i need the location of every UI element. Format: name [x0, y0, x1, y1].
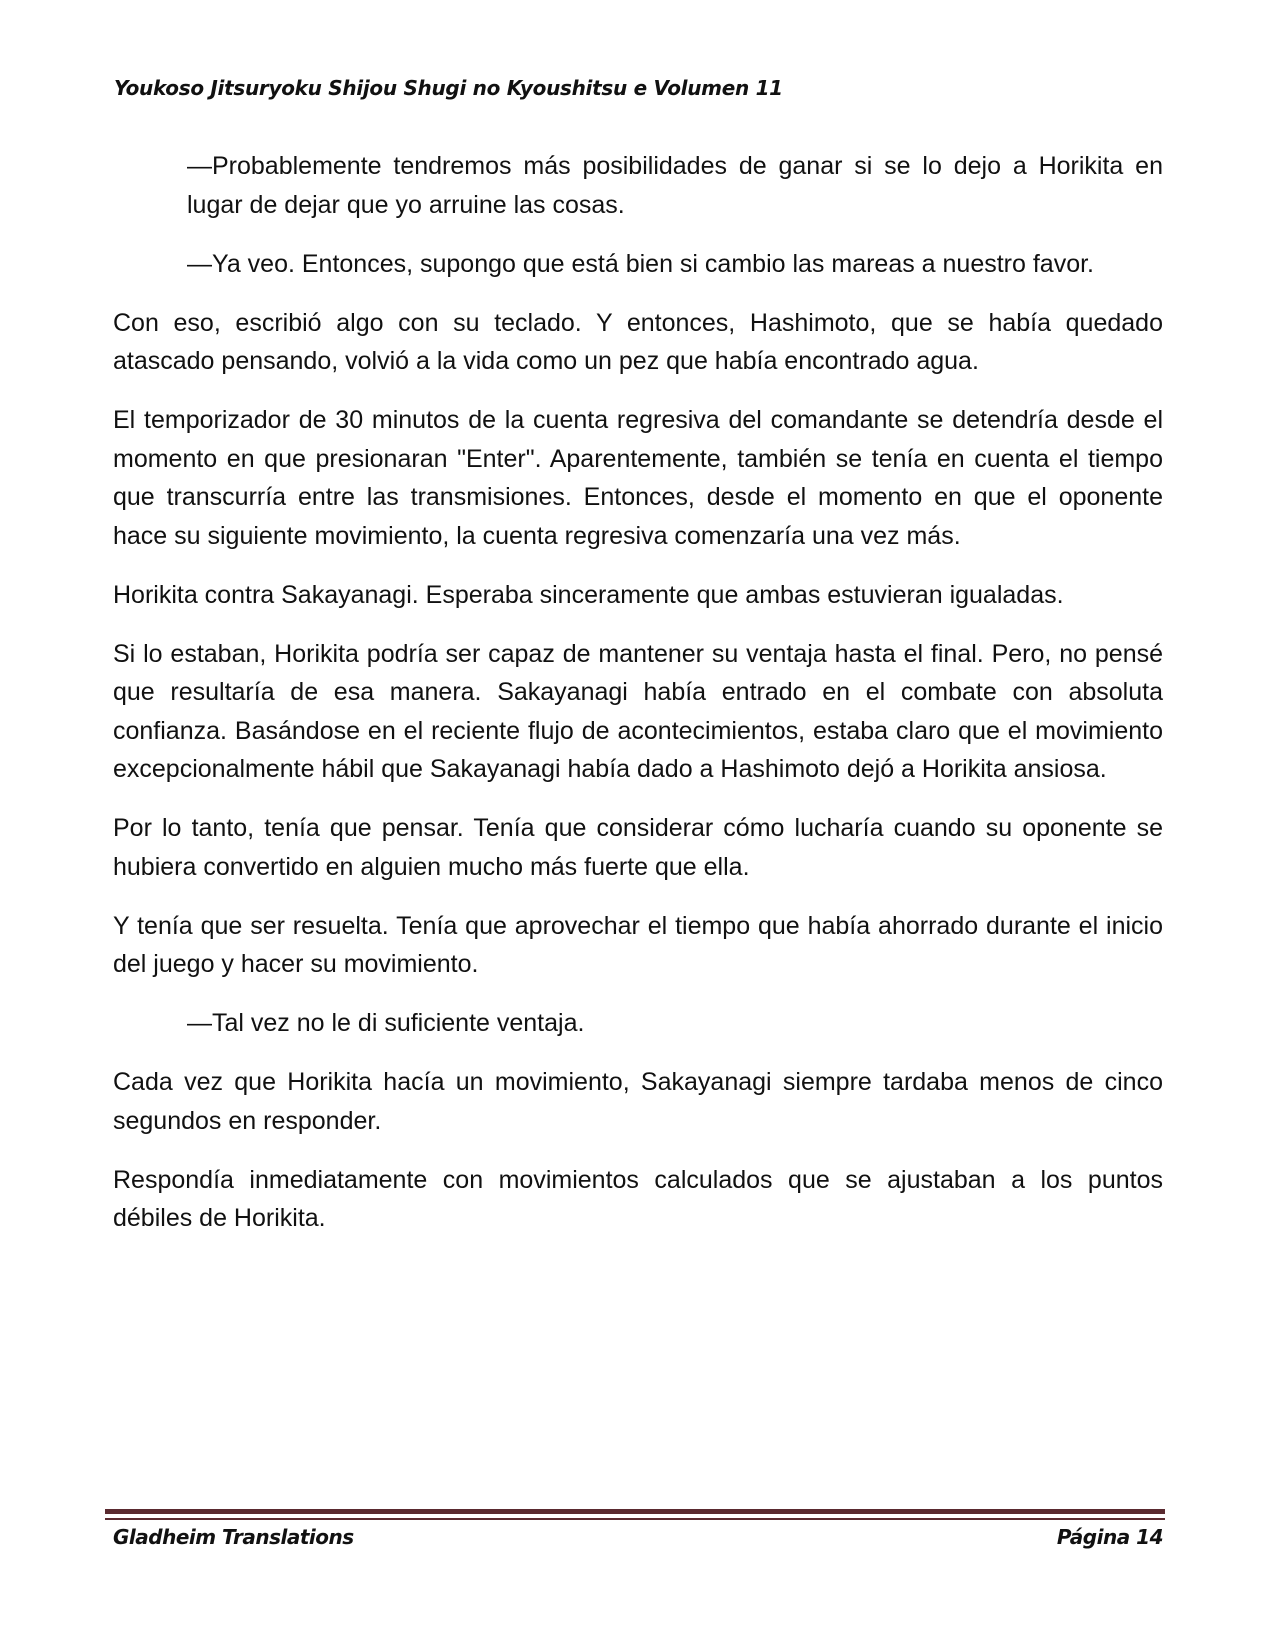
page-body [113, 147, 1163, 1258]
footer-rule-thick [105, 1509, 1165, 1514]
paragraph: Con eso, escribió algo con su teclado. Y entonces, Hashimoto, que se había quedado atascado pensando, volvió a la vida como un pez que había encontrado agua. [113, 308, 1163, 375]
page-number: Página 14 [1056, 1525, 1163, 1549]
paragraph: Cada vez que Horikita hacía un movimiento, Sakayanagi siempre tardaba menos de cinco segundos en responder. [113, 1068, 1163, 1135]
footer-rule-thin [105, 1518, 1165, 1520]
running-header: Youkoso Jitsuryoku Shijou Shugi no Kyoushitsu e Volumen 11 [114, 76, 783, 100]
paragraph: Por lo tanto, tenía que pensar. Tenía que considerar cómo lucharía cuando su oponente se hubiera convertido en alguien mucho más fuerte que ella. [113, 814, 1163, 881]
footer-publisher: Gladheim Translations [113, 1525, 354, 1549]
paragraph: Y tenía que ser resuelta. Tenía que aprovechar el tiempo que había ahorrado durante el inicio del juego y hacer su movimiento. [113, 911, 1163, 978]
paragraph: El temporizador de 30 minutos de la cuenta regresiva del comandante se detendría desde el momento en que presionaran "Enter". Aparentemente, también se tenía en cuenta el tiempo que transcurría entre las transmisiones. Entonces, desde el momento en que el oponente hace su siguiente movimiento, la cuenta regresiva comenzaría una vez más. [113, 406, 1163, 550]
paragraph: Respondía inmediatamente con movimientos calculados que se ajustaban a los puntos débiles de Horikita. [113, 1165, 1163, 1232]
dialogue-paragraph: —Probablemente tendremos más posibilidades de ganar si se lo dejo a Horikita en lugar de dejar que yo arruine las cosas. [187, 152, 1163, 219]
paragraph: Si lo estaban, Horikita podría ser capaz de mantener su ventaja hasta el final. Pero, no pensé que resultaría de esa manera. Sakayanagi había entrado en el combate con absoluta confianza. Basándose en el reciente flujo de acontecimientos, estaba claro que el movimiento excepcionalmente hábil que Sakayanagi había dado a Hashimoto dejó a Horikita ansiosa. [113, 639, 1163, 783]
dialogue-paragraph: —Ya veo. Entonces, supongo que está bien si cambio las mareas a nuestro favor. [187, 249, 1095, 278]
paragraph: Horikita contra Sakayanagi. Esperaba sinceramente que ambas estuvieran igualadas. [113, 580, 1064, 609]
dialogue-paragraph: —Tal vez no le di suficiente ventaja. [187, 1009, 585, 1037]
